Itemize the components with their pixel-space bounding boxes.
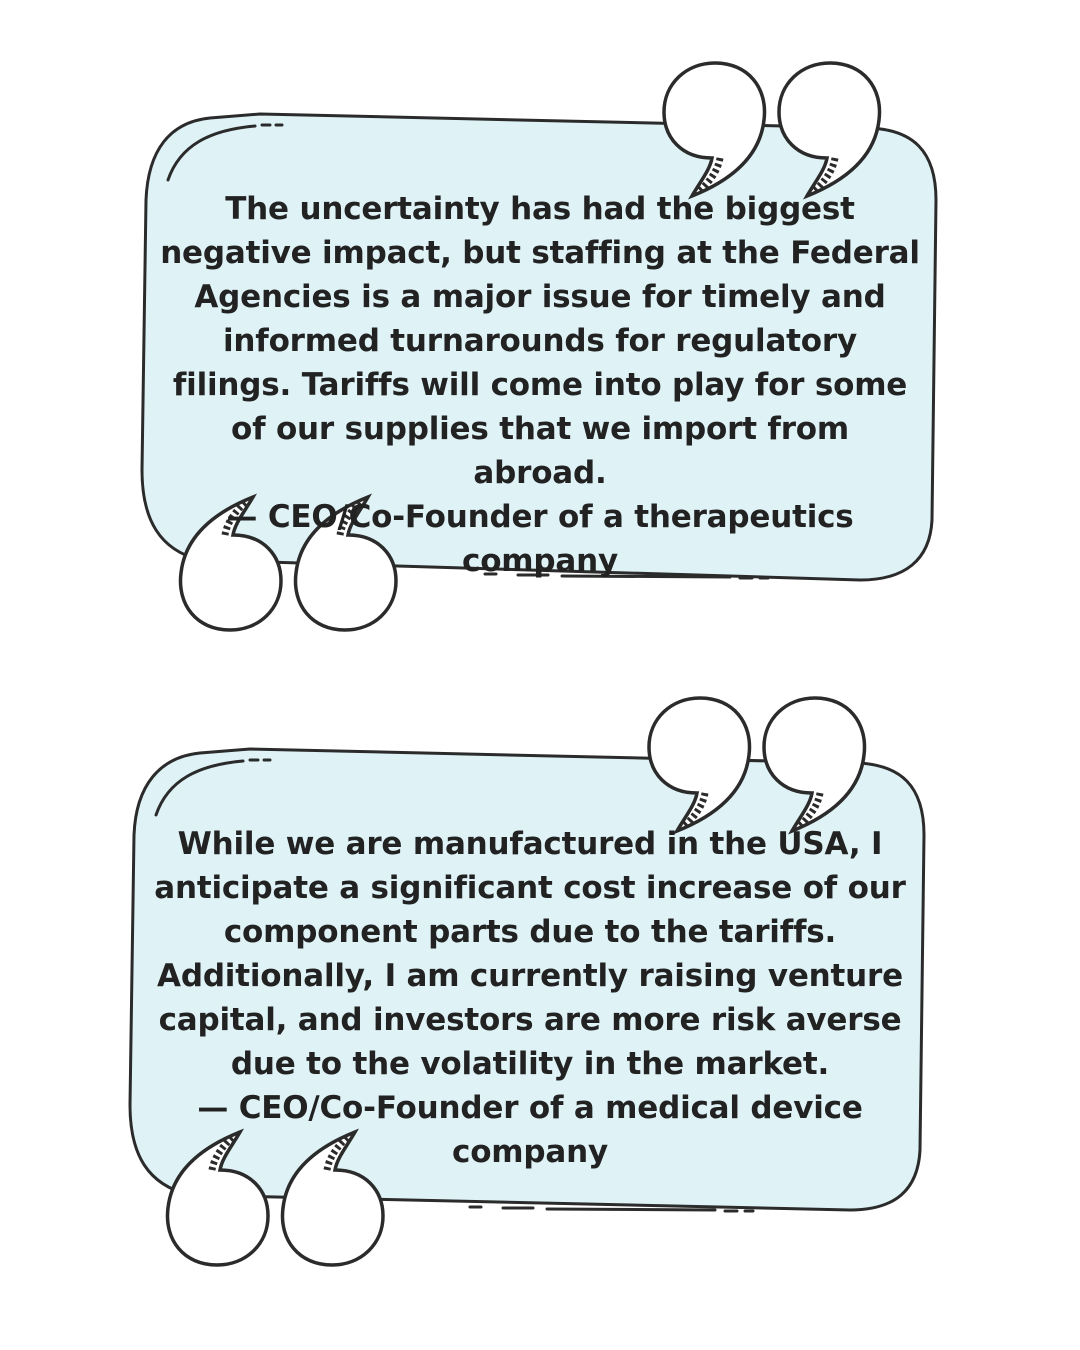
quote-text-2 <box>150 822 910 1174</box>
quote-text-1 <box>160 187 920 583</box>
quote-attribution: — CEO/Co-Founder of a therapeutics company <box>226 499 854 579</box>
quote-card-1 <box>0 50 1080 650</box>
quote-attribution: — CEO/Co-Founder of a medical device company <box>197 1090 863 1170</box>
quote-body: While we are manufactured in the USA, I anticipate a significant cost increase of our component parts due to the tariffs. Additionally, I am currently raising venture capital, and investors are more risk averse due to the volatility in the market. <box>154 826 906 1082</box>
quote-body: The uncertainty has had the biggest negative impact, but staffing at the Federal Agencies is a major issue for timely and informed turnarounds for regulatory filings. Tariffs will come into play for some of our supplies that we import from abroad. <box>160 191 920 491</box>
quote-card-2 <box>0 685 1080 1285</box>
